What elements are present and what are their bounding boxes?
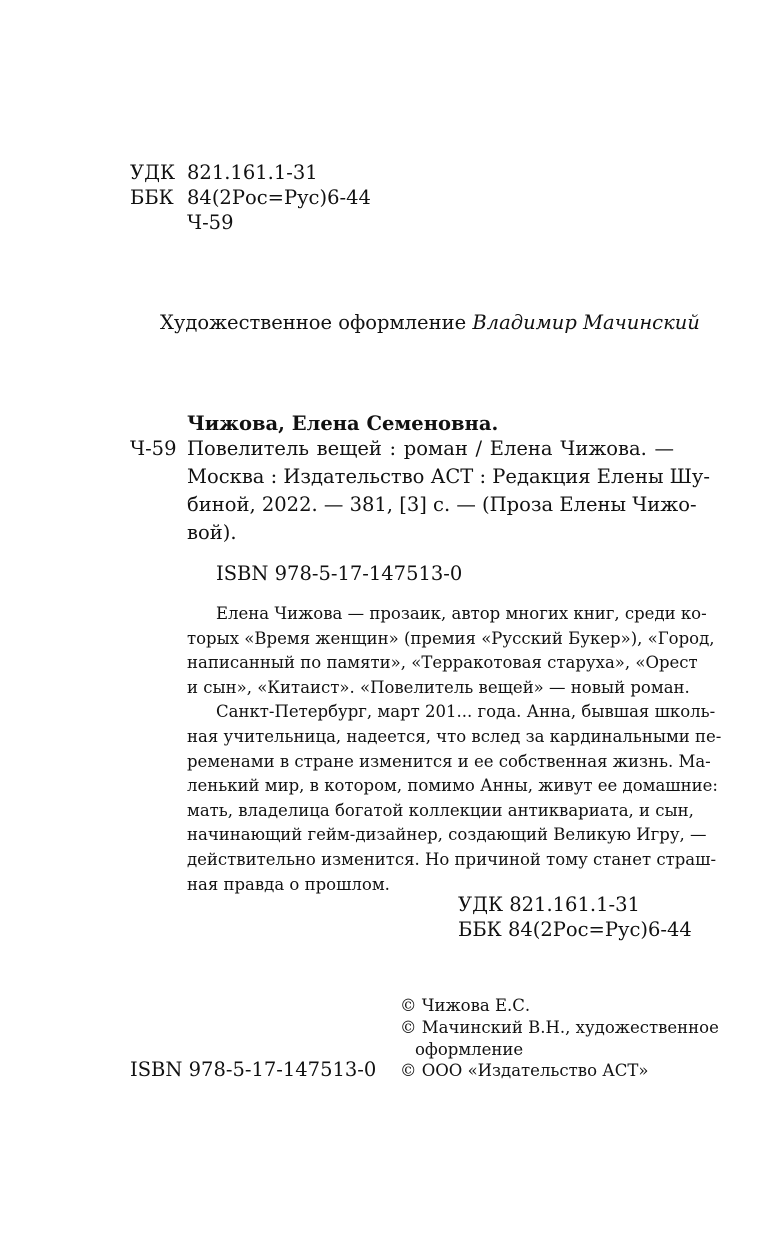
isbn-bottom: ISBN 978-5-17-147513-0 [130,1058,377,1081]
udk-value: 821.161.1-31 [187,161,318,184]
design-credit-prefix: Художественное оформление [160,311,467,334]
bib-description [187,435,710,547]
bottom-udk: УДК 821.161.1-31 [458,893,640,916]
copyright-author: © Чижова Е.С. [400,996,531,1015]
annotation-line: начинающий гейм-дизайнер, создающий Великую Игру, — [187,825,707,845]
annotation-line: ная правда о прошлом. [187,874,390,894]
annotation-line: Елена Чижова — прозаик, автор многих книг, среди ко- [216,604,707,623]
bib-line: Повелитель вещей : роман / Елена Чижова. — [187,437,674,460]
author-heading: Чижова, Елена Семеновна. [187,412,499,435]
bib-isbn: ISBN 978-5-17-147513-0 [216,562,463,585]
copyright-designer-cont: оформление [415,1040,524,1059]
bottom-bbk: ББК 84(2Рос=Рус)6-44 [458,918,692,941]
annotation-line: ленький мир, в котором, помимо Анны, живут ее домашние: [187,776,718,796]
bib-line: Москва : Издательство АСТ : Редакция Елены Шу- [187,465,710,488]
bbk-value: 84(2Рос=Рус)6-44 [187,186,371,209]
design-credit [160,309,700,337]
author-mark: Ч-59 [187,211,234,234]
design-credit-name: Владимир Мачинский [472,311,700,334]
annotation-line: ременами в стране изменится и ее собственная жизнь. Ма- [187,751,711,771]
annotation-paragraph-1 [187,602,707,627]
annotation-line: торых «Время женщин» (премия «Русский Букер»), «Город, [187,628,715,648]
annotation-line: мать, владелица богатой коллекции антиквариата, и сын, [187,800,694,820]
annotation-line: и сын», «Китаист». «Повелитель вещей» — новый роман. [187,677,690,697]
annotation-line: Санкт-Петербург, март 201... года. Анна, бывшая школь- [216,702,716,722]
bib-line: вой). [187,521,237,544]
copyright-designer: © Мачинский В.Н., художественное [400,1018,719,1037]
annotation-line: действительно изменится. Но причиной тому станет страш- [187,849,717,869]
annotation-paragraph-2 [187,700,716,725]
annotation-line: ная учительница, надеется, что вслед за кардинальными пе- [187,726,722,746]
annotation [187,602,722,897]
bbk-label: ББК [130,186,174,209]
bib-mark: Ч-59 [130,437,177,460]
copyright-publisher: © ООО «Издательство АСТ» [400,1061,649,1080]
bib-line: биной, 2022. — 381, [3] с. — (Проза Елены Чижо- [187,493,697,516]
annotation-line: написанный по памяти», «Терракотовая старуха», «Орест [187,653,698,673]
udk-label: УДК [130,161,176,184]
